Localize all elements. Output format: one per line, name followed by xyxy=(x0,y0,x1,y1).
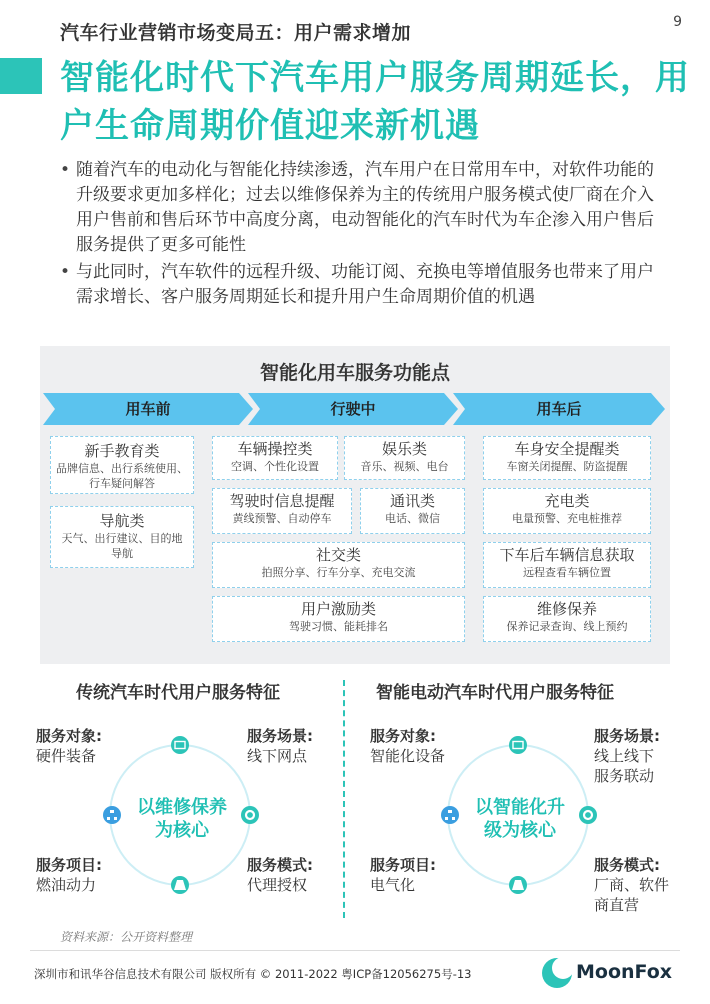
card-title: 通讯类 xyxy=(389,492,435,510)
mail-icon xyxy=(171,736,189,754)
card-desc: 电量预警、充电桩推荐 xyxy=(512,512,622,525)
logo-text: MoonFox xyxy=(576,961,673,983)
moonfox-logo xyxy=(540,955,680,991)
traditional-title: 传统汽车时代用户服务特征 xyxy=(76,683,280,703)
gear-icon xyxy=(579,806,597,824)
card-title: 娱乐类 xyxy=(381,440,427,458)
cycle-center-text xyxy=(464,796,576,842)
footer-copyright: 深圳市和讯华谷信息技术有限公司 版权所有 © 2011-2022 粤ICP备12056275号-13 xyxy=(34,967,472,981)
service-scene: 服务场景: 线上线下 服务联动 xyxy=(594,727,660,785)
phase-label: 用车后 xyxy=(536,400,582,418)
network-icon xyxy=(441,806,459,824)
service-scene: 服务场景: 线下网点 xyxy=(247,727,313,765)
feature-card xyxy=(50,506,194,568)
phase-arrow-driving xyxy=(248,393,458,425)
service-mode: 服务模式: 代理授权 xyxy=(247,856,313,894)
footer-divider xyxy=(30,950,680,951)
card-title: 车辆操控类 xyxy=(237,440,313,458)
feature-card xyxy=(483,596,651,642)
card-desc: 品牌信息、出行系统使用、行车疑问解答 xyxy=(56,462,188,490)
smart-title: 智能电动汽车时代用户服务特征 xyxy=(376,683,614,703)
card-title: 社交类 xyxy=(315,546,361,564)
feature-card xyxy=(212,436,338,480)
card-title: 用户激励类 xyxy=(300,600,376,618)
center-line: 以智能化升 xyxy=(475,797,565,818)
section-label: 汽车行业营销市场变局五：用户需求增加 xyxy=(60,22,412,44)
main-title: 智能化时代下汽车用户服务周期延长，用户生命周期价值迎来新机遇 xyxy=(60,58,690,146)
feature-card xyxy=(483,436,651,480)
cycle-center-text xyxy=(126,796,238,842)
phase-arrow-before xyxy=(43,393,253,425)
card-desc: 车窗关闭提醒、防盗提醒 xyxy=(506,460,628,473)
card-title: 新手教育类 xyxy=(84,442,160,460)
service-item: 服务项目: 燃油动力 xyxy=(36,856,102,894)
center-line: 为核心 xyxy=(155,820,209,841)
bullet-item: • 与此同时，汽车软件的远程升级、功能订阅、充换电等增值服务也带来了用户需求增长、客户服务周期延长和提升用户生命周期价值的机遇 xyxy=(60,260,670,310)
card-title: 维修保养 xyxy=(536,600,597,618)
panel-title: 智能化用车服务功能点 xyxy=(259,362,450,384)
feature-card xyxy=(50,436,194,494)
service-object: 服务对象: 硬件装备 xyxy=(36,727,102,765)
feature-card xyxy=(212,596,465,642)
gear-icon xyxy=(241,806,259,824)
center-line: 以维修保养 xyxy=(137,797,227,818)
bullet-list xyxy=(60,158,670,312)
column-divider xyxy=(343,680,345,918)
card-title: 充电类 xyxy=(544,492,590,510)
page-number: 9 xyxy=(673,14,682,30)
moon-icon xyxy=(540,956,574,990)
feature-card xyxy=(212,488,352,534)
network-icon xyxy=(103,806,121,824)
feature-panel xyxy=(40,346,670,664)
feature-card xyxy=(344,436,465,480)
bullet-item: • 随着汽车的电动化与智能化持续渗透，汽车用户在日常用车中，对软件功能的升级要求更加多样化；过去以维修保养为主的传统用户服务模式使厂商在介入用户售前和售后环节中高度分离，电动智能化的汽车时代为车企渗入用户售后服务提供了更多可能性 xyxy=(60,158,670,258)
card-title: 驾驶时信息提醒 xyxy=(229,492,335,510)
card-desc: 拍照分享、行车分享、充电交流 xyxy=(261,566,416,579)
service-object: 服务对象: 智能化设备 xyxy=(370,727,446,765)
phase-label: 行驶中 xyxy=(330,400,376,418)
card-desc: 空调、个性化设置 xyxy=(231,460,319,473)
card-desc: 电话、微信 xyxy=(385,512,440,525)
feature-card xyxy=(360,488,465,534)
mail-icon xyxy=(509,736,527,754)
card-title: 车身安全提醒类 xyxy=(514,440,620,458)
accent-bar xyxy=(0,58,42,94)
feature-card xyxy=(212,542,465,588)
flask-icon xyxy=(171,876,189,894)
source-note: 资料来源：公开资料整理 xyxy=(60,930,193,944)
service-item: 服务项目: 电气化 xyxy=(370,856,436,894)
card-desc: 驾驶习惯、能耗排名 xyxy=(289,620,388,633)
center-line: 级为核心 xyxy=(484,820,556,841)
service-mode: 服务模式: 厂商、软件 商直营 xyxy=(594,856,670,914)
card-desc: 音乐、视频、电台 xyxy=(360,460,449,473)
card-title: 下车后车辆信息获取 xyxy=(499,546,635,564)
card-desc: 天气、出行建议、目的地导航 xyxy=(61,532,183,560)
flask-icon xyxy=(509,876,527,894)
card-desc: 远程查看车辆位置 xyxy=(523,566,611,579)
card-desc: 黄线预警、自动停车 xyxy=(232,512,332,525)
card-desc: 保养记录查询、线上预约 xyxy=(506,620,628,633)
phase-arrow-after xyxy=(453,393,665,425)
card-title: 导航类 xyxy=(99,512,145,530)
feature-card xyxy=(483,488,651,534)
feature-card xyxy=(483,542,651,588)
phase-label: 用车前 xyxy=(125,400,171,418)
